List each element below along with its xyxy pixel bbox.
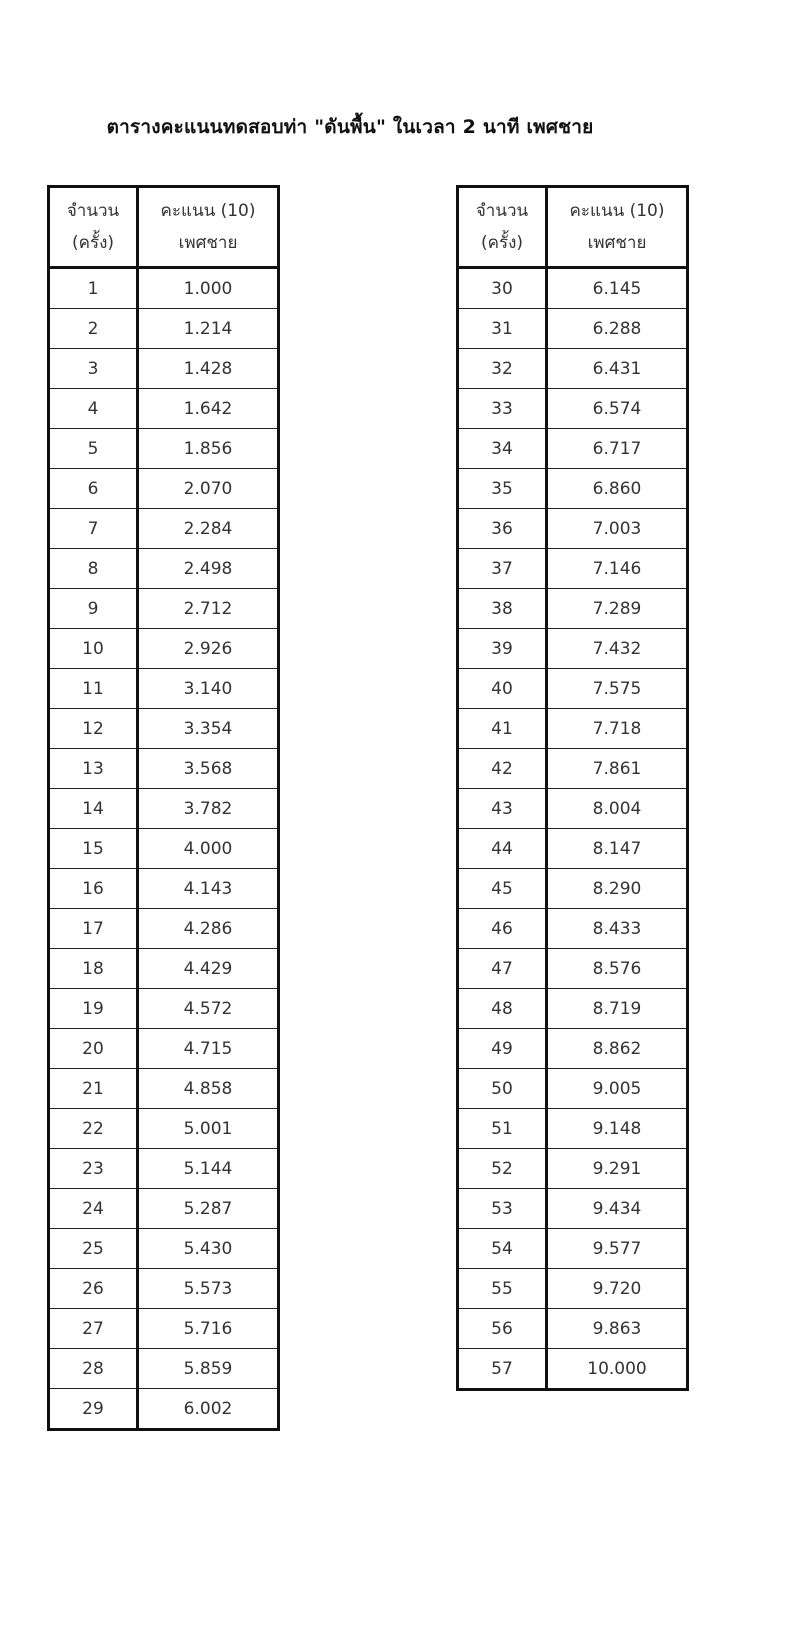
cell-count: 40: [458, 669, 547, 709]
table-row: [49, 829, 279, 869]
header-count-line1: จำนวน: [66, 201, 120, 221]
cell-score: 7.861: [547, 749, 688, 789]
cell-count: 3: [49, 349, 138, 389]
cell-score: 7.575: [547, 669, 688, 709]
cell-count: 1: [49, 268, 138, 309]
cell-score: 8.862: [547, 1029, 688, 1069]
cell-count: 51: [458, 1109, 547, 1149]
cell-score: 5.573: [138, 1269, 279, 1309]
cell-count: 37: [458, 549, 547, 589]
cell-count: 19: [49, 989, 138, 1029]
cell-score: 8.290: [547, 869, 688, 909]
table-row: [458, 669, 688, 709]
table-row: [49, 1029, 279, 1069]
cell-count: 6: [49, 469, 138, 509]
cell-score: 3.568: [138, 749, 279, 789]
cell-score: 8.433: [547, 909, 688, 949]
cell-count: 48: [458, 989, 547, 1029]
cell-score: 6.717: [547, 429, 688, 469]
table-row: [49, 1269, 279, 1309]
table-row: [49, 949, 279, 989]
table-row: [458, 749, 688, 789]
table-row: [458, 949, 688, 989]
cell-score: 6.860: [547, 469, 688, 509]
table-row: [458, 829, 688, 869]
table-row: [458, 709, 688, 749]
cell-score: 4.858: [138, 1069, 279, 1109]
cell-count: 35: [458, 469, 547, 509]
cell-score: 8.576: [547, 949, 688, 989]
cell-score: 5.430: [138, 1229, 279, 1269]
table-row: [458, 429, 688, 469]
header-score: [138, 187, 279, 268]
table-row: [49, 749, 279, 789]
cell-count: 12: [49, 709, 138, 749]
cell-count: 4: [49, 389, 138, 429]
table-row: [458, 869, 688, 909]
header-score-line1: คะแนน (10): [569, 201, 665, 221]
cell-score: 6.574: [547, 389, 688, 429]
table-row: [458, 1229, 688, 1269]
header-score-line2: เพศชาย: [178, 233, 238, 253]
table-row: [49, 469, 279, 509]
cell-count: 16: [49, 869, 138, 909]
cell-score: 3.354: [138, 709, 279, 749]
table-row: [458, 1069, 688, 1109]
cell-count: 57: [458, 1349, 547, 1390]
cell-score: 1.642: [138, 389, 279, 429]
cell-count: 11: [49, 669, 138, 709]
page-title: ตารางคะแนนทดสอบท่า "ดันพื้น" ในเวลา 2 นาที เพศชาย: [106, 116, 594, 138]
cell-score: 3.140: [138, 669, 279, 709]
cell-score: 4.000: [138, 829, 279, 869]
table-row: [458, 1309, 688, 1349]
table-row: [458, 389, 688, 429]
cell-score: 10.000: [547, 1349, 688, 1390]
cell-count: 18: [49, 949, 138, 989]
header-count: [458, 187, 547, 268]
cell-count: 9: [49, 589, 138, 629]
cell-score: 5.716: [138, 1309, 279, 1349]
table-row: [49, 1189, 279, 1229]
score-table-right: [456, 185, 689, 1391]
table-row: [49, 549, 279, 589]
cell-score: 7.289: [547, 589, 688, 629]
header-count-line2: (ครั้ง): [71, 233, 115, 253]
cell-count: 52: [458, 1149, 547, 1189]
cell-count: 50: [458, 1069, 547, 1109]
cell-score: 6.288: [547, 309, 688, 349]
table-row: [458, 909, 688, 949]
cell-score: 9.720: [547, 1269, 688, 1309]
table-row: [49, 349, 279, 389]
table-row: [49, 669, 279, 709]
cell-count: 26: [49, 1269, 138, 1309]
cell-score: 9.005: [547, 1069, 688, 1109]
table-row: [458, 509, 688, 549]
cell-count: 33: [458, 389, 547, 429]
table-row: [49, 1149, 279, 1189]
table-body-right: [458, 268, 688, 1390]
cell-score: 1.000: [138, 268, 279, 309]
cell-count: 54: [458, 1229, 547, 1269]
cell-score: 5.001: [138, 1109, 279, 1149]
cell-count: 17: [49, 909, 138, 949]
table-row: [458, 268, 688, 309]
cell-count: 39: [458, 629, 547, 669]
table-row: [49, 268, 279, 309]
cell-count: 28: [49, 1349, 138, 1389]
cell-score: 9.863: [547, 1309, 688, 1349]
table-row: [49, 1389, 279, 1430]
cell-count: 15: [49, 829, 138, 869]
cell-score: 5.287: [138, 1189, 279, 1229]
cell-score: 5.144: [138, 1149, 279, 1189]
cell-count: 7: [49, 509, 138, 549]
cell-score: 2.498: [138, 549, 279, 589]
table-row: [458, 549, 688, 589]
cell-count: 32: [458, 349, 547, 389]
cell-score: 3.782: [138, 789, 279, 829]
table-row: [458, 989, 688, 1029]
table-row: [49, 989, 279, 1029]
cell-score: 9.148: [547, 1109, 688, 1149]
table-row: [49, 709, 279, 749]
table-row: [458, 1029, 688, 1069]
cell-score: 1.214: [138, 309, 279, 349]
cell-count: 45: [458, 869, 547, 909]
table-row: [49, 629, 279, 669]
cell-score: 9.577: [547, 1229, 688, 1269]
header-score: [547, 187, 688, 268]
cell-count: 46: [458, 909, 547, 949]
cell-score: 9.291: [547, 1149, 688, 1189]
cell-count: 25: [49, 1229, 138, 1269]
header-count: [49, 187, 138, 268]
cell-count: 42: [458, 749, 547, 789]
cell-count: 23: [49, 1149, 138, 1189]
table-row: [49, 589, 279, 629]
cell-count: 55: [458, 1269, 547, 1309]
cell-score: 4.429: [138, 949, 279, 989]
table-row: [458, 589, 688, 629]
table-row: [49, 1109, 279, 1149]
table-row: [458, 1149, 688, 1189]
cell-score: 4.715: [138, 1029, 279, 1069]
cell-count: 13: [49, 749, 138, 789]
cell-score: 4.143: [138, 869, 279, 909]
cell-count: 31: [458, 309, 547, 349]
cell-count: 49: [458, 1029, 547, 1069]
cell-score: 2.070: [138, 469, 279, 509]
cell-count: 36: [458, 509, 547, 549]
cell-count: 8: [49, 549, 138, 589]
table-body-left: [49, 268, 279, 1430]
table-row: [458, 349, 688, 389]
table-row: [458, 1349, 688, 1390]
cell-score: 1.856: [138, 429, 279, 469]
header-score-line2: เพศชาย: [587, 233, 647, 253]
cell-count: 47: [458, 949, 547, 989]
table-row: [49, 429, 279, 469]
cell-count: 10: [49, 629, 138, 669]
cell-count: 5: [49, 429, 138, 469]
cell-score: 4.286: [138, 909, 279, 949]
cell-count: 30: [458, 268, 547, 309]
table-header-row: [458, 187, 688, 268]
cell-count: 56: [458, 1309, 547, 1349]
cell-score: 1.428: [138, 349, 279, 389]
cell-count: 34: [458, 429, 547, 469]
header-count-line2: (ครั้ง): [480, 233, 524, 253]
cell-score: 7.432: [547, 629, 688, 669]
table-row: [49, 389, 279, 429]
cell-score: 8.719: [547, 989, 688, 1029]
cell-score: 2.284: [138, 509, 279, 549]
table-row: [49, 309, 279, 349]
header-count-line1: จำนวน: [475, 201, 529, 221]
cell-score: 8.004: [547, 789, 688, 829]
cell-score: 9.434: [547, 1189, 688, 1229]
score-table-left: [47, 185, 280, 1431]
cell-score: 4.572: [138, 989, 279, 1029]
cell-count: 14: [49, 789, 138, 829]
table-row: [458, 1109, 688, 1149]
cell-count: 43: [458, 789, 547, 829]
table-row: [458, 629, 688, 669]
table-row: [458, 789, 688, 829]
table-row: [458, 1269, 688, 1309]
cell-score: 8.147: [547, 829, 688, 869]
cell-score: 2.712: [138, 589, 279, 629]
cell-count: 53: [458, 1189, 547, 1229]
cell-count: 21: [49, 1069, 138, 1109]
cell-count: 27: [49, 1309, 138, 1349]
cell-score: 7.146: [547, 549, 688, 589]
header-score-line1: คะแนน (10): [160, 201, 256, 221]
cell-count: 22: [49, 1109, 138, 1149]
table-row: [49, 789, 279, 829]
table-row: [458, 309, 688, 349]
table-row: [49, 1229, 279, 1269]
cell-score: 7.003: [547, 509, 688, 549]
table-row: [49, 869, 279, 909]
cell-count: 44: [458, 829, 547, 869]
cell-score: 6.002: [138, 1389, 279, 1430]
cell-count: 41: [458, 709, 547, 749]
table-header-row: [49, 187, 279, 268]
cell-count: 38: [458, 589, 547, 629]
table-row: [458, 469, 688, 509]
cell-score: 2.926: [138, 629, 279, 669]
table-row: [458, 1189, 688, 1229]
table-row: [49, 509, 279, 549]
cell-count: 20: [49, 1029, 138, 1069]
cell-count: 29: [49, 1389, 138, 1430]
cell-count: 2: [49, 309, 138, 349]
cell-count: 24: [49, 1189, 138, 1229]
table-row: [49, 909, 279, 949]
cell-score: 6.145: [547, 268, 688, 309]
cell-score: 5.859: [138, 1349, 279, 1389]
table-row: [49, 1309, 279, 1349]
table-row: [49, 1349, 279, 1389]
cell-score: 6.431: [547, 349, 688, 389]
table-row: [49, 1069, 279, 1109]
cell-score: 7.718: [547, 709, 688, 749]
